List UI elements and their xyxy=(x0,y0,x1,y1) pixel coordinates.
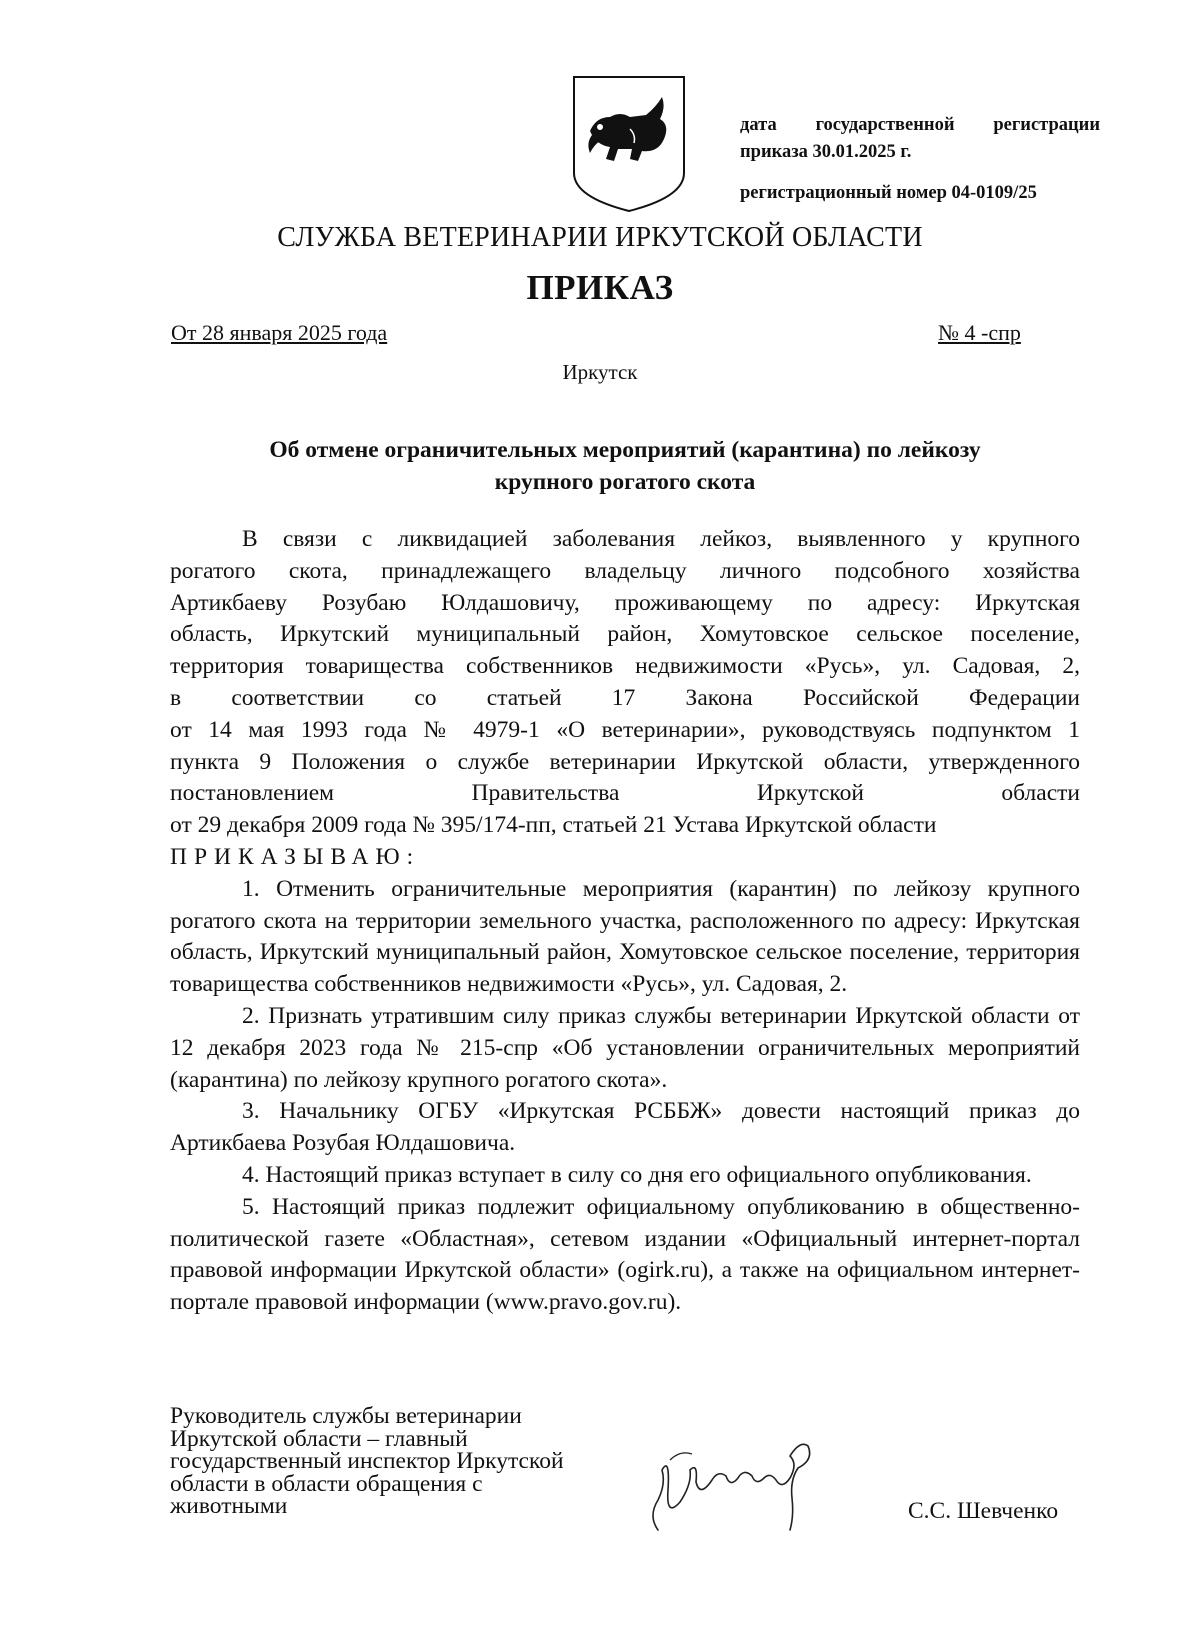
coat-of-arms-emblem xyxy=(570,73,688,213)
order-item: 3. Начальнику ОГБУ «Иркутская РСББЖ» довести настоящий приказ до Артикбаева Розубая Юлдашовича. xyxy=(170,1098,1080,1157)
registration-number: регистрационный номер 04-0109/25 xyxy=(740,183,1037,203)
order-date: От 28 января 2025 года xyxy=(171,320,388,345)
position-line: Руководитель службы ветеринарии xyxy=(170,1403,522,1429)
order-body xyxy=(170,524,1080,1319)
preamble-line: в соответствии со статьей 17 Закона Российской Федерации xyxy=(170,684,1080,711)
preamble-line: территория товарищества собственников недвижимости «Русь», ул. Садовая, 2, xyxy=(170,653,1080,680)
position-line: государственный инспектор Иркутской xyxy=(170,1448,564,1474)
preamble-line: рогатого скота, принадлежащего владельцу личного подсобного хозяйства xyxy=(170,557,1080,584)
position-line: Иркутской области – главный xyxy=(170,1425,468,1452)
order-number: № 4 -спр xyxy=(938,320,1021,345)
preamble-line: постановлением Правительства Иркутской области xyxy=(170,780,1080,807)
preamble-line: от 29 декабря 2009 года № 395/174-пп, статьей 21 Устава Иркутской области xyxy=(170,812,937,839)
registration-info xyxy=(740,112,1100,207)
title-line-1: Об отмене ограничительных мероприятий (карантина) по лейкозу xyxy=(269,437,981,463)
city: Иркутск xyxy=(562,360,638,384)
order-item: 4. Настоящий приказ вступает в силу со дня его официального опубликования. xyxy=(242,1161,1032,1188)
signer-name: С.С. Шевченко xyxy=(908,1498,1059,1524)
position-line: животными xyxy=(170,1493,288,1519)
registration-date-line2: приказа 30.01.2025 г. xyxy=(740,142,912,162)
preamble-line: область, Иркутский муниципальный район, Хомутовское сельское поселение, xyxy=(170,621,1080,648)
title-line-2: крупного рогатого скота xyxy=(494,469,756,495)
order-word: ПРИКАЗЫВАЮ: xyxy=(170,843,421,870)
order-item: 1. Отменить ограничительные мероприятия (карантин) по лейкозу крупного рогатого скота на территории земельного участка, расположенного по адресу: Иркутская область, Иркутский муниципальный район, Хомутовское сельское поселение, территория товарищества собственников недвижимости «Русь», ул. Садовая, 2. xyxy=(170,875,1080,998)
document-type: ПРИКАЗ xyxy=(526,268,674,307)
preamble-line: В связи с ликвидацией заболевания лейкоз, выявленного у крупного xyxy=(242,526,1080,552)
order-title xyxy=(170,434,1080,498)
registration-date-line1: дата государственной регистрации xyxy=(740,115,1100,135)
position-line: области в области обращения с xyxy=(170,1470,483,1497)
organization-name: СЛУЖБА ВЕТЕРИНАРИИ ИРКУТСКОЙ ОБЛАСТИ xyxy=(277,222,923,253)
preamble-line: пункта 9 Положения о службе ветеринарии Иркутской области, утвержденного xyxy=(170,748,1080,775)
handwritten-signature xyxy=(640,1420,825,1535)
signatory-position xyxy=(170,1405,564,1518)
preamble-line: от 14 мая 1993 года № 4979-1 «О ветеринарии», руководствуясь подпунктом 1 xyxy=(170,716,1080,743)
preamble-line: Артикбаеву Розубаю Юлдашовичу, проживающему по адресу: Иркутская xyxy=(170,589,1080,616)
order-item: 2. Признать утратившим силу приказ службы ветеринарии Иркутской области от 12 декабря 2023 года № 215-спр «Об установлении ограничительных мероприятий (карантина) по лейкозу крупного рогатого скота». xyxy=(170,1002,1080,1093)
order-item: 5. Настоящий приказ подлежит официальному опубликованию в общественно-политической газете «Областная», сетевом издании «Официальный интернет-портал правовой информации Иркутской области» (ogirk.ru), а также на официальном интернет-портале правовой информации (www.pravo.gov.ru). xyxy=(170,1193,1080,1316)
